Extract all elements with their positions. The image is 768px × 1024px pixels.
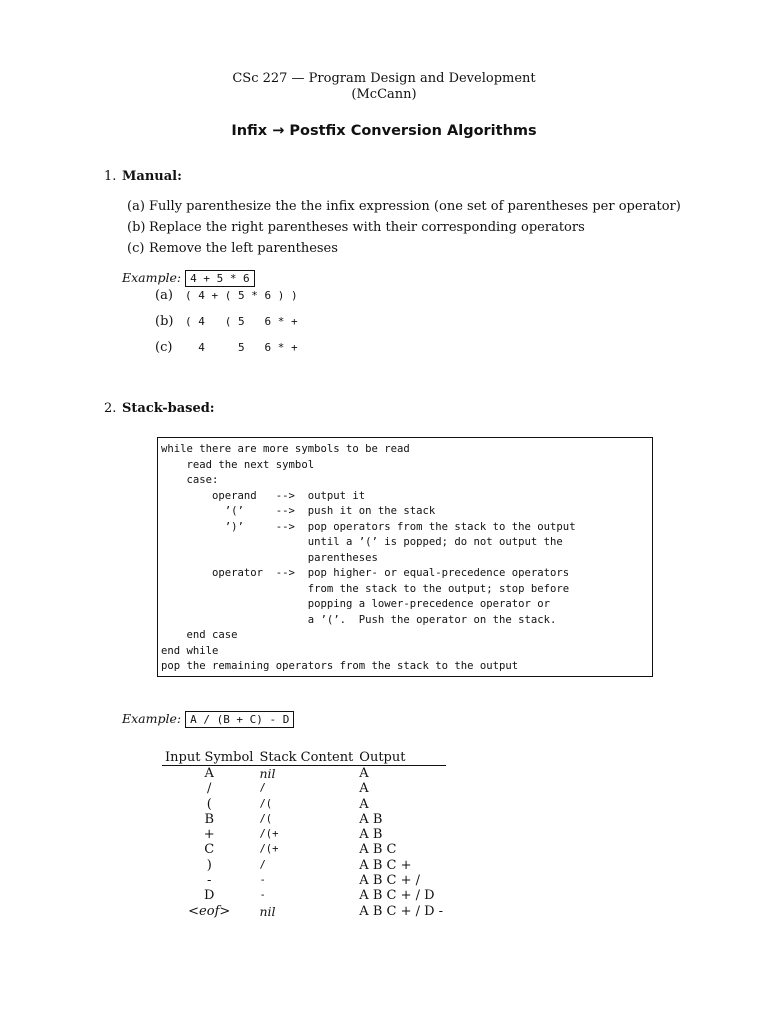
section-2-heading: [104, 401, 215, 416]
step-label: (a): [127, 199, 145, 214]
output-cell: A: [359, 766, 369, 781]
table-header-row: [162, 750, 446, 766]
example-row: [155, 288, 298, 303]
row-expression: ( 4 + ( 5 * 6 ) ): [185, 289, 298, 302]
row-expression: 4 5 6 * +: [185, 341, 298, 354]
section-1-title: Manual:: [122, 169, 182, 184]
output-cell: A: [359, 796, 369, 812]
output-cell: A B C + / D -: [359, 903, 444, 919]
input-symbol-cell: D: [204, 888, 215, 904]
row-label: (b): [155, 314, 174, 329]
input-symbol-cell: B: [204, 811, 214, 827]
table-row: [162, 858, 446, 873]
conversion-trace-table: [162, 750, 446, 919]
stack-content-cell: /(: [259, 812, 273, 825]
output-cell: A B: [359, 811, 383, 827]
output-cell: A B C + /: [359, 873, 420, 889]
course-title: CSc 227 — Program Design and Development: [232, 71, 536, 86]
output-cell: A B C + / D: [359, 888, 435, 904]
stack-content-cell: -: [259, 874, 266, 887]
input-symbol-cell: ): [206, 857, 212, 873]
table-row: [162, 766, 446, 782]
algorithm-box: [157, 437, 653, 677]
example-label: Example: [122, 270, 177, 285]
example-expression-box: A / (B + C) - D: [185, 711, 294, 728]
table-row: [162, 797, 446, 812]
example-row: [155, 340, 298, 355]
example-2-line: Example: A / (B + C) - D: [122, 708, 294, 727]
section-1-heading: [104, 169, 182, 184]
input-symbol-cell: -: [207, 873, 212, 889]
output-cell: A B: [359, 827, 383, 843]
column-header: Input Symbol: [162, 750, 256, 766]
input-symbol-cell: (: [206, 796, 212, 812]
step-label: (c): [127, 241, 145, 256]
manual-steps-list: [127, 196, 681, 259]
algorithm-code: while there are more symbols to be read read the next symbol case: operand --> output it ’(’ --> push it on the stack ’)’ --> pop operators from the stack to the output until a ’(’ is popped; do not output the parentheses operator --> pop higher- or equal-precedence operators from the stack to the output; stop before popping a lower-precedence operator or a ’(’. Push the operator on the stack. end case end while pop the remaining operators from the stack to the output: [161, 443, 576, 672]
list-item: [127, 217, 681, 238]
step-label: (b): [127, 220, 146, 235]
column-header: Stack Content: [256, 750, 356, 766]
output-cell: A B C +: [359, 857, 412, 873]
stack-content-cell: nil: [259, 903, 276, 919]
step-text: Fully parenthesize the the infix expression (one set of parentheses per operator): [149, 199, 681, 214]
stack-content-cell: -: [259, 889, 266, 902]
table-row: [162, 827, 446, 842]
input-symbol-cell: +: [203, 827, 215, 843]
stack-content-cell: /(+: [259, 843, 279, 856]
page-title: Infix → Postfix Conversion Algorithms: [231, 123, 537, 139]
output-cell: A B C: [359, 842, 397, 858]
input-symbol-cell: /: [207, 781, 212, 797]
stack-content-cell: /: [259, 858, 266, 871]
section-1-number: 1.: [104, 169, 117, 184]
stack-content-cell: /: [259, 782, 266, 795]
example-label: Example: [122, 711, 177, 726]
step-text: Replace the right parentheses with their corresponding operators: [149, 220, 585, 235]
document-header: [0, 71, 768, 103]
table-row: [162, 888, 446, 903]
section-2-number: 2.: [104, 401, 117, 416]
table-row: [162, 812, 446, 827]
input-symbol-cell: A: [204, 766, 214, 781]
step-text: Remove the left parentheses: [149, 241, 338, 256]
example-1-line: Example: 4 + 5 * 6: [122, 267, 255, 286]
row-expression: ( 4 ( 5 6 * +: [185, 315, 298, 328]
stack-content-cell: /(: [259, 797, 273, 810]
table-row: [162, 781, 446, 796]
list-item: [127, 238, 681, 259]
input-symbol-cell: <eof>: [188, 903, 231, 919]
table-row: [162, 873, 446, 888]
stack-content-cell: /(+: [259, 828, 279, 841]
input-symbol-cell: C: [204, 842, 215, 858]
column-header: Output: [356, 750, 446, 766]
list-item: [127, 196, 681, 217]
example-row: [155, 314, 298, 329]
section-2-title: Stack-based:: [122, 401, 215, 416]
stack-content-cell: nil: [259, 766, 276, 781]
table-row: [162, 842, 446, 857]
example-expression-box: 4 + 5 * 6: [185, 270, 255, 287]
output-cell: A: [359, 781, 369, 797]
instructor-name: (McCann): [351, 87, 417, 102]
table-row: [162, 904, 446, 919]
row-label: (c): [155, 340, 173, 355]
row-label: (a): [155, 288, 173, 303]
